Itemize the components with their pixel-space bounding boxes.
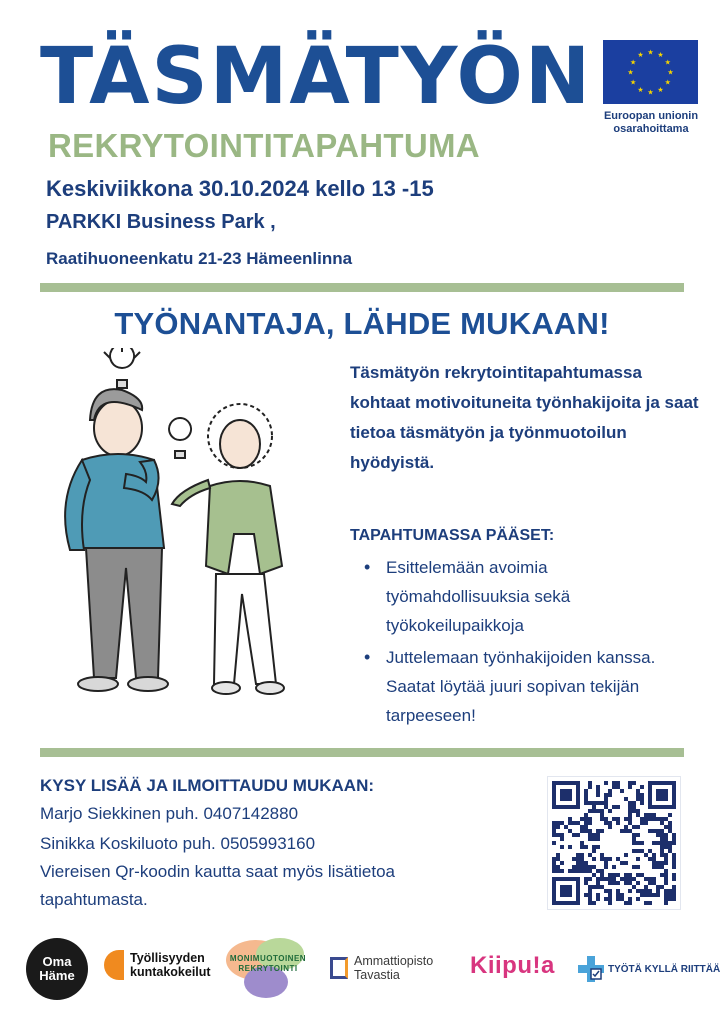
monimuotoinen-rekrytointi-logo <box>218 932 318 1000</box>
benefits-heading: TAPAHTUMASSA PÄÄSET: <box>350 527 555 544</box>
eu-star-icon: ★ <box>664 79 671 87</box>
contact-heading: KYSY LISÄÄ JA ILMOITTAUDU MUKAAN: <box>40 776 375 795</box>
event-subtitle: REKRYTOINTITAPAHTUMA <box>48 127 480 164</box>
oma-logo-line2: Häme <box>39 968 75 983</box>
eu-star-icon: ★ <box>630 59 637 67</box>
benefits-list <box>362 553 692 733</box>
headline: TYÖNANTAJA, LÄHDE MUKAAN! <box>114 306 610 341</box>
eu-star-icon: ★ <box>647 89 654 97</box>
eu-star-icon: ★ <box>657 86 664 94</box>
cross-check-icon <box>578 956 604 982</box>
tyollisyys-line2: kuntakokeilut <box>130 965 211 979</box>
event-venue: PARKKI Business Park , <box>46 211 276 233</box>
eu-star-icon: ★ <box>630 79 637 87</box>
oma-hame-logo <box>26 938 88 1000</box>
tyollisyyden-kuntakokeilut-logo <box>104 950 211 980</box>
divider-top <box>40 283 684 292</box>
event-date: Keskiviikkona 30.10.2024 kello 13 -15 <box>46 176 434 201</box>
eu-star-icon: ★ <box>664 59 671 67</box>
qr-info-line1: Viereisen Qr-koodin kautta saat myös lisätietoa <box>40 862 395 881</box>
ammattiopisto-tavastia-logo <box>330 954 433 983</box>
people-illustration <box>40 348 310 708</box>
kiipula-logo: Kiipu!a <box>470 952 555 979</box>
list-item: • Esittelemään avoimia työmahdollisuuksia sekä työkokeilupaikkoja <box>362 553 692 640</box>
eu-caption-line1: Euroopan unionin <box>603 110 699 122</box>
amm-line2: Tavastia <box>354 968 400 983</box>
eu-flag-icon <box>603 40 698 104</box>
event-title: TÄSMÄTYÖN <box>40 32 593 122</box>
lightbulb-icon <box>169 418 191 458</box>
orange-mark-icon <box>104 950 124 980</box>
eu-star-icon: ★ <box>637 52 644 60</box>
tavastia-mark-icon <box>330 957 348 979</box>
eu-star-icon: ★ <box>647 49 654 57</box>
qr-code-icon[interactable] <box>547 776 681 910</box>
eu-star-icon: ★ <box>657 52 664 60</box>
eu-star-icon: ★ <box>667 69 674 77</box>
qr-info-line2: tapahtumasta. <box>40 890 148 909</box>
eu-caption-line2: osarahoittama <box>613 123 689 136</box>
event-address: Raatihuoneenkatu 21-23 Hämeenlinna <box>46 249 353 268</box>
tyollisyys-line1: Työllisyyden <box>130 950 205 965</box>
contact-sinikka: Sinikka Koskiluoto puh. 0505993160 <box>40 834 316 853</box>
partner-logos <box>0 930 724 1000</box>
eu-star-icon: ★ <box>627 69 634 77</box>
moni-line2: REKRYTOINTI <box>238 963 298 973</box>
eu-funding-caption <box>596 110 706 136</box>
eu-star-icon: ★ <box>637 86 644 94</box>
tyota-text: TYÖTÄ KYLLÄ RIITTÄÄ <box>608 963 721 975</box>
amm-line1: Ammattiopisto <box>354 954 434 968</box>
list-item: • Juttelemaan työnhakijoiden kanssa. Saatat löytää juuri sopivan tekijän tarpeeseen! <box>362 643 692 730</box>
contact-marjo: Marjo Siekkinen puh. 0407142880 <box>40 804 299 823</box>
lightbulb-icon <box>104 348 140 388</box>
moni-line1: MONIMUOTOINEN <box>229 954 307 963</box>
divider-bottom <box>40 748 684 757</box>
oma-logo-line1: Oma <box>42 953 72 969</box>
tyota-kylla-riittaa-logo <box>578 956 720 982</box>
intro-text: Täsmätyön rekrytointitapahtumassa kohtaat motivoituneita työnhakijoita ja saat tietoa täsmätyön ja työnmuotoilun hyödyistä. <box>350 363 699 472</box>
